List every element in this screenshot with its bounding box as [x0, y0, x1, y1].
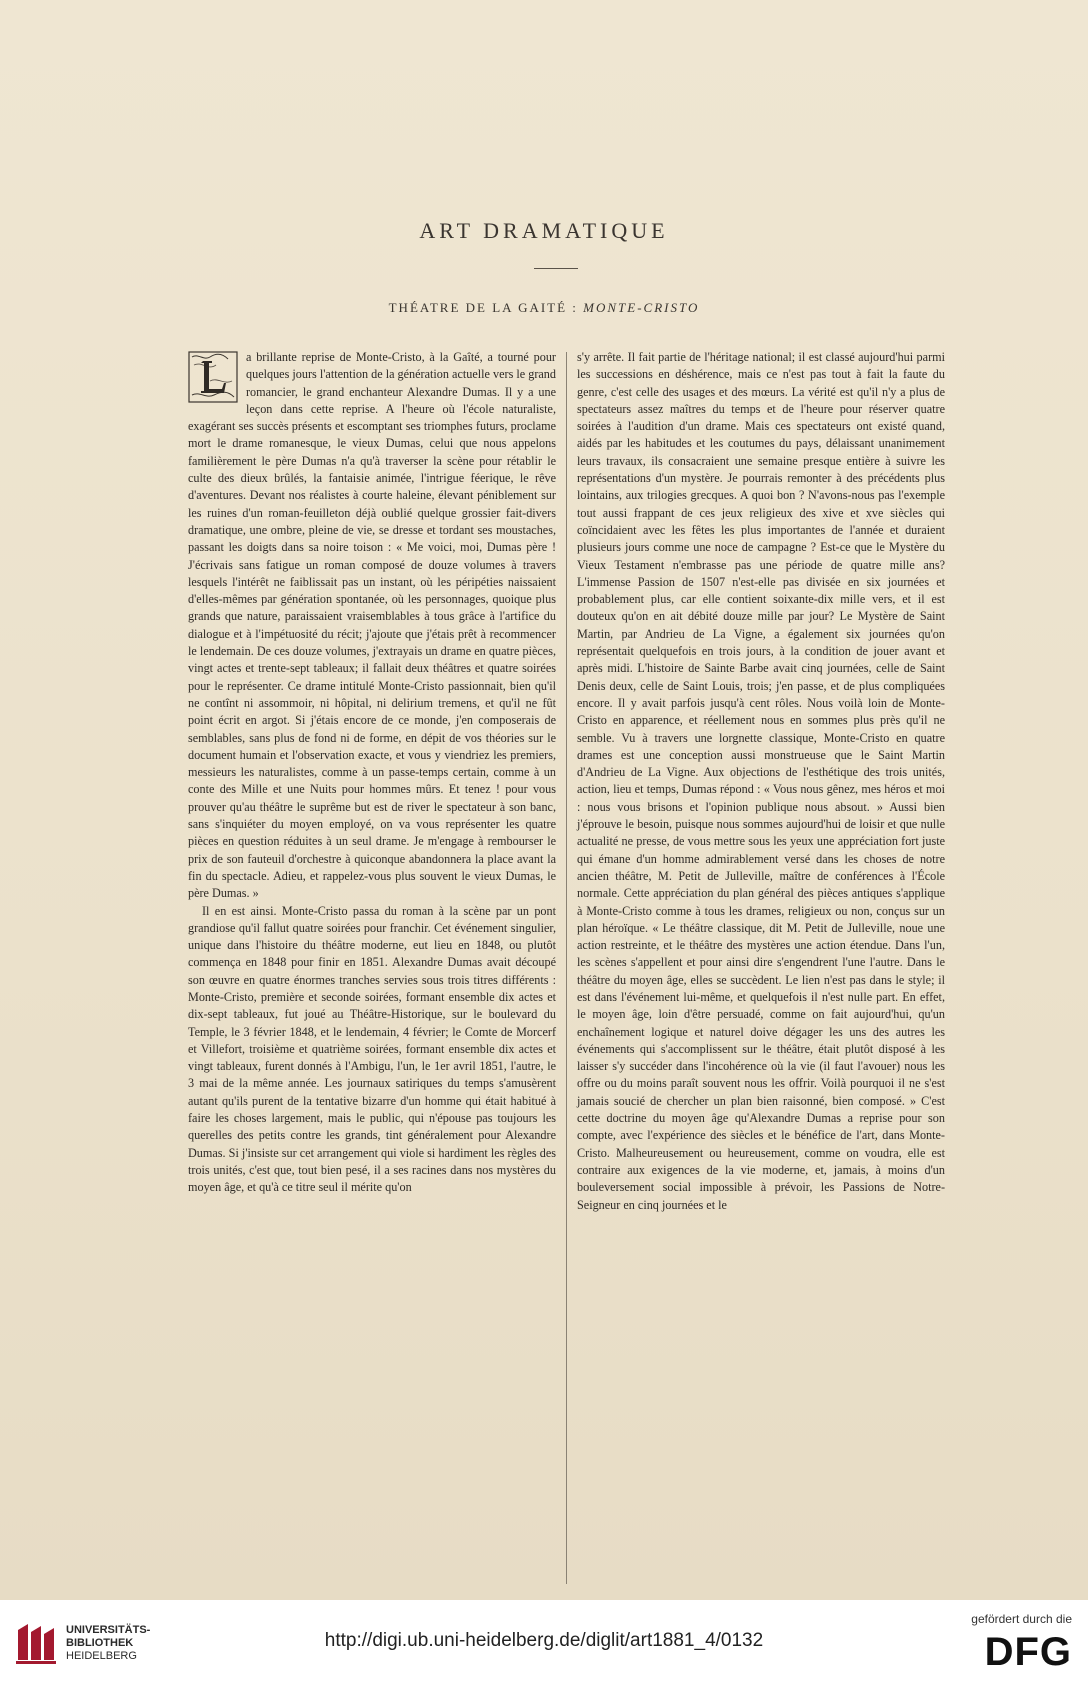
left-paragraph-2: Il en est ainsi. Monte-Cristo passa du roman à la scène par un pont grandiose qu'il fallut quatre soirées pour franchir. Cet événement singulier, unique dans l'histoire du théâtre moderne, eut lieu en 1848, ou plutôt commença en 1848 pour finir en 1851. Alexandre Dumas avait découpé son œuvre en quatre énormes tranches servies sous trois titres différents : Monte-Cristo, première et seconde soirées, formant ensemble dix actes et dix-sept tableaux, fut joué au Théâtre-Historique, sur le boulevard du Temple, le 3 février 1848, et le lendemain, 4 février; le Comte de Morcerf et Villefort, troisième et quatrième soirées, formant ensemble dix actes et vingt tableaux, furent donnés à l'Ambigu, l'un, le 1er avril 1851, l'autre, le 3 mai de la même année. Les journaux satiriques du temps s'amusèrent autant qu'ils purent de la tentative bizarre d'un homme qui était habitué à faire les choses largement, mais le public, qui n'épouse pas toujours les querelles des petits contre les grands, tint généralement pour Alexandre Dumas. Si j'insiste sur cet arrangement qui viole si hardiment les règles des trois unités, c'est que, tout bien pesé, il a ses racines dans nos mystères du moyen âge, et qu'à ce titre seul il mérite qu'on [188, 903, 556, 1195]
university-library-name: UNIVERSITÄTS- BIBLIOTHEK HEIDELBERG [66, 1624, 151, 1662]
article-left-column [188, 349, 556, 1197]
title-rule [534, 268, 578, 269]
subtitle-prefix: THÉATRE DE LA GAITÉ : [388, 300, 584, 315]
source-url-link[interactable]: http://digi.ub.uni-heidelberg.de/diglit/art1881_4/0132 [324, 1630, 764, 1651]
column-divider [566, 352, 567, 1584]
article-right-column [577, 349, 945, 1214]
left-paragraph-1: a brillante reprise de Monte-Cristo, à la Gaîté, a tourné pour quelques jours l'attention de la génération actuelle vers le grand romancier, le grand enchanteur Alexandre Dumas. Il y a une leçon dans cette reprise. A l'heure où l'école naturaliste, exagérant ses succès présents et escomptant ses triomphes futurs, proclame mort le drame romanesque, le vieux Dumas, celui que nous appelons familièrement le père Dumas n'a qu'à traverser la scène pour rétablir le culte des dieux brûlés, la fantaisie animée, l'intrigue féerique, le rêve d'aventures. Devant nos réalistes à courte haleine, élevant péniblement sur les ruines d'un roman-feuilleton déjà oublié quelque grossier fait-divers dramatique, une ombre, pleine de vie, se dresse et tordant ses moustaches, passant les doigts dans sa noire toison : « Me voici, moi, Dumas père ! J'écrivais sans fatigue un roman composé de douze volumes à travers lesquels l'intérêt ne faiblissait pas un instant, où les péripéties naissaient d'elles-mêmes par génération spontanée, où les personnages, quoique plus grands que nature, paraissaient vraisemblables à tous grâce à l'artifice du dialogue et à l'impétuosité du récit; j'ajoute que j'étais prêt à recommencer le lendemain. De ces douze volumes, j'extrayais un drame en quatre pièces, vingt actes et trente-sept tableaux; il fallait deux théâtres et quatre soirées pour le représenter. Ce drame intitulé Monte-Cristo passionnait, bien qu'il ne contînt ni assommoir, ni hôpital, ni delirium tremens, et qu'il ne fût point écrit en argot. Si j'étais encore de ce monde, j'en composerais de semblables, sans plus de fond ni de forme, en dépit de vos théories sur le document humain et l'observation exacte, et vous y viendriez les premiers, messieurs les naturalistes, comme à un passe-temps certain, comme à un conte des Mille et une Nuits pour hommes mûrs. Et tenez ! pour vous prouver qu'au théâtre le suprême but est de river le spectateur à son banc, sans s'inquiéter du moyen employé, on va vous représenter les quatre pièces en question réduites à un seul drame. Je m'engage à rembourser le prix de son fauteuil d'orchestre à quiconque abandonnera la place avant la fin du spectacle. Adieu, et rappelez-vous plus souvent le vieux Dumas, le père Dumas. » [188, 350, 556, 901]
page-subtitle [0, 300, 1088, 316]
page-title: ART DRAMATIQUE [419, 218, 669, 243]
right-paragraph-1: s'y arrête. Il fait partie de l'héritage national; il est classé aujourd'hui parmi les successions en déshérence, mais ce n'est pas tout à fait la faute du genre, c'est celle des usages et des mœurs. La vérité est qu'il n'y a plus de spectateurs assez maîtres du temps et de l'heure pour réserver quatre soirées à l'audition d'un drame. Mais ces spectateurs ont existé quand, aidés par les habitudes et les coutumes du pays, délaissant unanimement leurs travaux, ils consacraient une semaine presque entière à suivre les représentations d'un mystère. Je pourrais remonter à des précédents plus lointains, aux trilogies grecques. A quoi bon ? N'avons-nous pas l'exemple tout aussi frappant de ces jeux religieux des xive et xve siècles qui coïncidaient avec les fêtes les plus importantes de l'année et duraient plusieurs jours comme une noce de campagne ? Est-ce que le Mystère du Vieux Testament n'embrasse pas une période de quatre mille ans? L'immense Passion de 1507 n'est-elle pas divisée en six journées et probablement plus, car elle contient soixante-dix mille vers, et il est douteux qu'on en ait débité douze mille par jour? Le Mystère de Saint Martin, par Andrieu de La Vigne, a également six journées qu'on représentait quelquefois en trois jours, à la condition de jouer avant et après midi. L'histoire de Sainte Barbe avait cinq journées, celle de Saint Denis deux, celle de Saint Louis, trois; j'en passe, et de plus compliquées encore. Il y avait parfois jusqu'à cent rôles. Nous voilà loin de Monte-Cristo en apparence, et réellement nous en sommes plus près qu'il ne semble. Vu à travers une lorgnette classique, Monte-Cristo en quatre drames est une conception aussi monstrueuse que le Saint Martin d'Andrieu de La Vigne. Aux objections de l'esthétique des trois unités, action, lieu et temps, Dumas répond : « Vous nous gênez, mes héros et moi : nous vous brisons et l'opinion publique nous absout. » Aussi bien j'éprouve le besoin, puisque nous sommes aujourd'hui de loisir et que nulle actualité ne presse, de vous mettre sous les yeux une appréciation fort juste qui émane d'un homme admirablement versé dans les choses de notre ancien théâtre, M. Petit de Julleville, maître de conférences à l'École normale. Cette appréciation du plan général des pièces antiques s'applique à Monte-Cristo comme à tous les drames, religieux ou non, conçus sur un plan héroïque. « Le théâtre classique, dit M. Petit de Julleville, noue une action restreinte, et le théâtre des mystères une action étendue. Dans l'un, les scènes s'appellent et pour ainsi dire s'engendrent l'une l'autre. Dans le théâtre du moyen âge, elles se succèdent. Le lien n'est pas dans le style; il est dans l'événement lui-même, et quelquefois il n'est nulle part. En effet, le moyen âge, loin d'être persuadé, comme on fait aujourd'hui, qu'un enchaînement logique et naturel doive dégager les uns des autres les événements qui s'accomplissent sur le théâtre, était plutôt disposé à les laisser s'y succéder dans l'incohérence où la vie (il faut l'avouer) nous les offre ou du moins paraît souvent nous les offrir. Voilà pourquoi il ne s'est jamais soucié de chercher un plan bien raisonné, bien composé. » C'est cette doctrine du moyen âge qu'Alexandre Dumas a reprise pour son compte, avec l'expérience des siècles et le bénéfice de l'art, dans Monte-Cristo. Malheureusement ou heureusement, comme on voudra, elle est contraire aux exigences de la vie moderne, et, jamais, à moins d'un bouleversement social impossible à prévoir, les Passions de Notre-Seigneur en cinq journées et le [577, 350, 945, 1212]
drop-cap-letter-l-icon [188, 351, 238, 403]
funding-label: gefördert durch die [971, 1612, 1072, 1626]
digitization-footer [0, 1600, 1088, 1684]
dfg-logo: DFG [984, 1630, 1072, 1674]
subtitle-italic: MONTE-CRISTO [583, 300, 700, 315]
